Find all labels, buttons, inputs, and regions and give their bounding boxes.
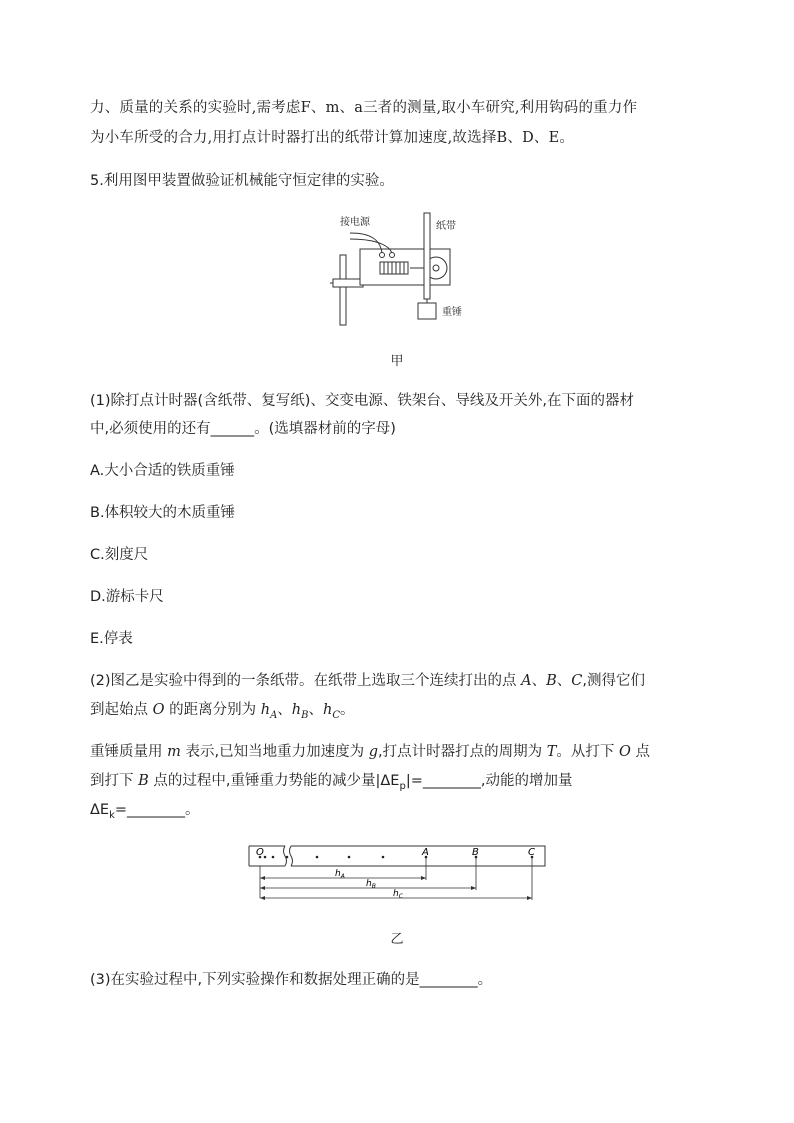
var-o: O <box>152 702 165 718</box>
var-h: h <box>260 702 271 718</box>
option-d: D.游标卡尺 <box>90 589 164 605</box>
var-o: O <box>618 744 631 760</box>
var-b: B <box>138 773 149 789</box>
intro-line-1: 力、质量的关系的实验时,需考虑F、m、a三者的测量,取小车研究,利用钩码的重力作 <box>90 100 638 116</box>
part2-line-5 <box>90 800 200 826</box>
part2-text: ,测得它们 <box>582 673 646 689</box>
tape-point-a: A <box>422 847 429 858</box>
figure-1-caption: 甲 <box>390 354 404 369</box>
part2-text: 到起始点 <box>90 702 153 718</box>
sub-b: B <box>301 709 309 721</box>
part2-text: =________。 <box>114 802 200 818</box>
var-c: C <box>571 673 583 689</box>
figure-tape <box>245 840 550 905</box>
sub-k: k <box>109 809 115 821</box>
part2-text: 点 <box>630 744 650 760</box>
var-a: A <box>521 673 532 689</box>
option-e: E.停表 <box>90 631 133 647</box>
part2-sep: 、 <box>531 673 547 689</box>
sub-c: C <box>332 709 340 721</box>
figure-2-caption: 乙 <box>390 932 404 947</box>
option-c: C.刻度尺 <box>90 547 149 563</box>
var-h: h <box>323 702 333 718</box>
paper-tape <box>424 213 430 299</box>
question-stem: 5.利用图甲装置做验证机械能守恒定律的实验。 <box>90 173 394 189</box>
part2-text: ΔE <box>90 802 110 818</box>
stand-clamp <box>333 279 363 287</box>
tape-point-b: B <box>472 847 479 858</box>
part2-text: 点的过程中,重锤重力势能的减少量|ΔE <box>148 773 400 789</box>
part2-text: (2)图乙是实验中得到的一条纸带。在纸带上选取三个连续打出的点 <box>90 673 522 689</box>
label-tape: 纸带 <box>436 221 456 232</box>
part2-sep: 、 <box>277 702 292 718</box>
part2-text: 重锤质量用 <box>90 744 168 760</box>
option-b: B.体积较大的木质重锤 <box>90 505 236 521</box>
tape-point-o: O <box>256 847 264 858</box>
part1-line-2: 中,必须使用的还有______。(选填器材前的字母) <box>90 421 396 437</box>
label-power: 接电源 <box>340 217 370 228</box>
part2-line-2 <box>90 700 355 726</box>
dim-label-ha: $h_A$ <box>335 869 345 880</box>
part2-text: 表示,已知当地重力加速度为 <box>180 744 369 760</box>
part2-text: 。从打下 <box>556 744 619 760</box>
part2-text: |=________,动能的增加量 <box>405 773 573 789</box>
var-b: B <box>546 673 557 689</box>
intro-line-2: 为小车所受的合力,用打点计时器打出的纸带计算加速度,故选择B、D、E。 <box>90 130 575 146</box>
figure-apparatus <box>320 205 480 330</box>
label-weight: 重锤 <box>442 307 462 318</box>
part2-text: 到打下 <box>90 773 139 789</box>
stand-pole <box>340 255 346 325</box>
sub-p: p <box>399 780 406 792</box>
part2-end: 。 <box>340 702 355 718</box>
weight-block <box>418 303 436 319</box>
part2-text: 的距离分别为 <box>164 702 261 718</box>
var-t: T <box>546 744 557 760</box>
part3-line: (3)在实验过程中,下列实验操作和数据处理正确的是________。 <box>90 972 493 988</box>
part2-line-1 <box>90 671 645 691</box>
dim-label-hc: $h_C$ <box>393 889 403 900</box>
part2-text: ,打点计时器打点的周期为 <box>377 744 547 760</box>
var-g: g <box>368 744 378 760</box>
part1-line-1: (1)除打点计时器(含纸带、复写纸)、交变电源、铁架台、导线及开关外,在下面的器材 <box>90 393 634 409</box>
sub-a: A <box>270 709 278 721</box>
part2-sep: 、 <box>556 673 572 689</box>
part2-sep: 、 <box>308 702 323 718</box>
var-h: h <box>291 702 302 718</box>
tape-point-c: C <box>528 847 535 858</box>
part2-line-4 <box>90 771 572 797</box>
dim-label-hb: $h_B$ <box>366 879 376 890</box>
option-a: A.大小合适的铁质重锤 <box>90 463 235 479</box>
part2-line-3 <box>90 742 650 762</box>
var-m: m <box>167 744 181 760</box>
